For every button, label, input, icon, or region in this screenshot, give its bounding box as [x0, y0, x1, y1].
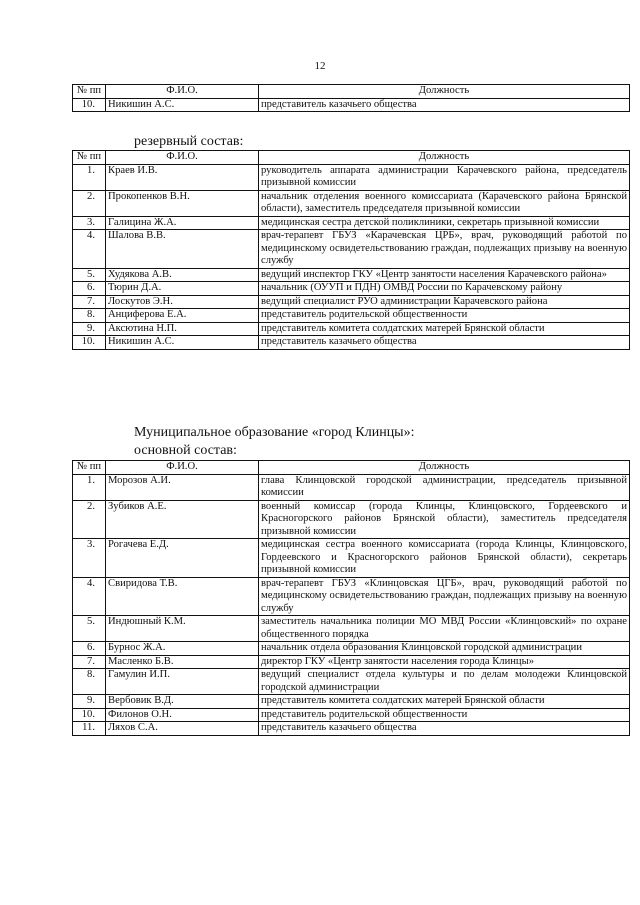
cell-num: 3.: [73, 216, 106, 230]
cell-name: Шалова В.В.: [106, 230, 259, 269]
cell-name: Гамулин И.П.: [106, 669, 259, 695]
cell-name: Лоскутов Э.Н.: [106, 295, 259, 309]
cell-name: Филонов О.Н.: [106, 708, 259, 722]
cell-position: ведущий инспектор ГКУ «Центр занятости населения Карачевского района»: [259, 268, 630, 282]
cell-position: представитель казачьего общества: [259, 98, 630, 112]
cell-num: 11.: [73, 722, 106, 736]
cell-name: Краев И.В.: [106, 164, 259, 190]
cell-position: глава Клинцовской городской администрации, председатель призывной комиссии: [259, 474, 630, 500]
cell-position: начальник отделения военного комиссариата (Карачевского района Брянской области), заместитель председателя призывной комиссии: [259, 190, 630, 216]
table-row: [73, 230, 630, 269]
table-header-row: [73, 85, 630, 99]
cell-num: 4.: [73, 230, 106, 269]
table-header-row: [73, 151, 630, 165]
cell-position: начальник отдела образования Клинцовской городской администрации: [259, 642, 630, 656]
table-row: [73, 708, 630, 722]
cell-name: Худякова А.В.: [106, 268, 259, 282]
cell-name: Масленко Б.В.: [106, 655, 259, 669]
cell-num: 2.: [73, 500, 106, 539]
cell-position: военный комиссар (города Клинцы, Клинцовского, Гордеевского и Красногорского районов Брянской области), заместитель председателя призывной комиссии: [259, 500, 630, 539]
table-row: [73, 655, 630, 669]
column-header-name: Ф.И.О.: [106, 461, 259, 475]
cell-name: Ляхов С.А.: [106, 722, 259, 736]
cell-num: 3.: [73, 539, 106, 578]
cell-name: Аксютина Н.П.: [106, 322, 259, 336]
column-header-position: Должность: [259, 85, 630, 99]
cell-num: 1.: [73, 164, 106, 190]
cell-num: 10.: [73, 336, 106, 350]
cell-name: Вербовик В.Д.: [106, 695, 259, 709]
cell-name: Галицина Ж.А.: [106, 216, 259, 230]
column-header-num: № пп: [73, 461, 106, 475]
klintsy-members-table: [72, 460, 630, 736]
table-row: [73, 322, 630, 336]
column-header-name: Ф.И.О.: [106, 151, 259, 165]
cell-num: 9.: [73, 695, 106, 709]
table-row: [73, 500, 630, 539]
cell-position: ведущий специалист РУО администрации Карачевского района: [259, 295, 630, 309]
cell-name: Никишин А.С.: [106, 98, 259, 112]
cell-num: 6.: [73, 282, 106, 296]
table-row: [73, 216, 630, 230]
table-row: [73, 642, 630, 656]
cell-num: 4.: [73, 577, 106, 616]
table-row: [73, 616, 630, 642]
cell-num: 10.: [73, 708, 106, 722]
cell-num: 7.: [73, 655, 106, 669]
cell-position: заместитель начальника полиции МО МВД России «Клинцовский» по охране общественного порядка: [259, 616, 630, 642]
cell-num: 5.: [73, 616, 106, 642]
cell-position: руководитель аппарата администрации Карачевского района, председатель призывной комиссии: [259, 164, 630, 190]
cell-num: 5.: [73, 268, 106, 282]
table-header-row: [73, 461, 630, 475]
cell-name: Анциферова Е.А.: [106, 309, 259, 323]
table-row: [73, 722, 630, 736]
section-heading-main: основной состав:: [134, 443, 237, 458]
cell-name: Морозов А.И.: [106, 474, 259, 500]
table-row: [73, 336, 630, 350]
cell-position: врач-терапевт ГБУЗ «Клинцовская ЦГБ», врач, руководящий работой по медицинскому освидетельствованию граждан, подлежащих призыву на военную службу: [259, 577, 630, 616]
cell-position: представитель казачьего общества: [259, 722, 630, 736]
cell-position: представитель комитета солдатских матерей Брянской области: [259, 695, 630, 709]
cell-position: представитель комитета солдатских матерей Брянской области: [259, 322, 630, 336]
section-heading-municipality: Муниципальное образование «город Клинцы»:: [134, 425, 415, 440]
cell-num: 8.: [73, 669, 106, 695]
table-row: [73, 669, 630, 695]
cell-name: Прокопенков В.Н.: [106, 190, 259, 216]
cell-num: 10.: [73, 98, 106, 112]
cell-name: Рогачева Е.Д.: [106, 539, 259, 578]
cell-position: директор ГКУ «Центр занятости населения города Клинцы»: [259, 655, 630, 669]
cell-name: Никишин А.С.: [106, 336, 259, 350]
cell-position: представитель родительской общественности: [259, 708, 630, 722]
cell-position: врач-терапевт ГБУЗ «Карачевская ЦРБ», врач, руководящий работой по медицинскому освидетельствованию граждан, подлежащих призыву на военную службу: [259, 230, 630, 269]
cell-name: Тюрин Д.А.: [106, 282, 259, 296]
cell-num: 9.: [73, 322, 106, 336]
table-row: [73, 309, 630, 323]
table-row: [73, 164, 630, 190]
cell-position: ведущий специалист отдела культуры и по делам молодежи Клинцовской городской администрации: [259, 669, 630, 695]
table-row: [73, 695, 630, 709]
column-header-position: Должность: [259, 461, 630, 475]
section-heading-reserve: резервный состав:: [134, 134, 244, 149]
table-row: [73, 474, 630, 500]
table-row: [73, 295, 630, 309]
column-header-num: № пп: [73, 151, 106, 165]
members-table-continued: [72, 84, 630, 112]
column-header-num: № пп: [73, 85, 106, 99]
column-header-position: Должность: [259, 151, 630, 165]
table-row: [73, 282, 630, 296]
table-row: [73, 190, 630, 216]
page-number: 12: [314, 60, 326, 72]
cell-name: Свиридова Т.В.: [106, 577, 259, 616]
cell-num: 2.: [73, 190, 106, 216]
cell-position: медицинская сестра военного комиссариата (города Клинцы, Клинцовского, Гордеевского и Красногорского районов Брянской области), секретарь призывной комиссии: [259, 539, 630, 578]
cell-num: 6.: [73, 642, 106, 656]
cell-name: Индюшный К.М.: [106, 616, 259, 642]
cell-num: 8.: [73, 309, 106, 323]
table-row: [73, 268, 630, 282]
cell-name: Бурнос Ж.А.: [106, 642, 259, 656]
cell-name: Зубиков А.Е.: [106, 500, 259, 539]
cell-position: представитель казачьего общества: [259, 336, 630, 350]
table-row: [73, 577, 630, 616]
cell-position: начальник (ОУУП и ПДН) ОМВД России по Карачевскому району: [259, 282, 630, 296]
cell-position: медицинская сестра детской поликлиники, секретарь призывной комиссии: [259, 216, 630, 230]
cell-num: 1.: [73, 474, 106, 500]
reserve-members-table: [72, 150, 630, 350]
column-header-name: Ф.И.О.: [106, 85, 259, 99]
cell-position: представитель родительской общественности: [259, 309, 630, 323]
cell-num: 7.: [73, 295, 106, 309]
table-row: [73, 539, 630, 578]
table-row: [73, 98, 630, 112]
